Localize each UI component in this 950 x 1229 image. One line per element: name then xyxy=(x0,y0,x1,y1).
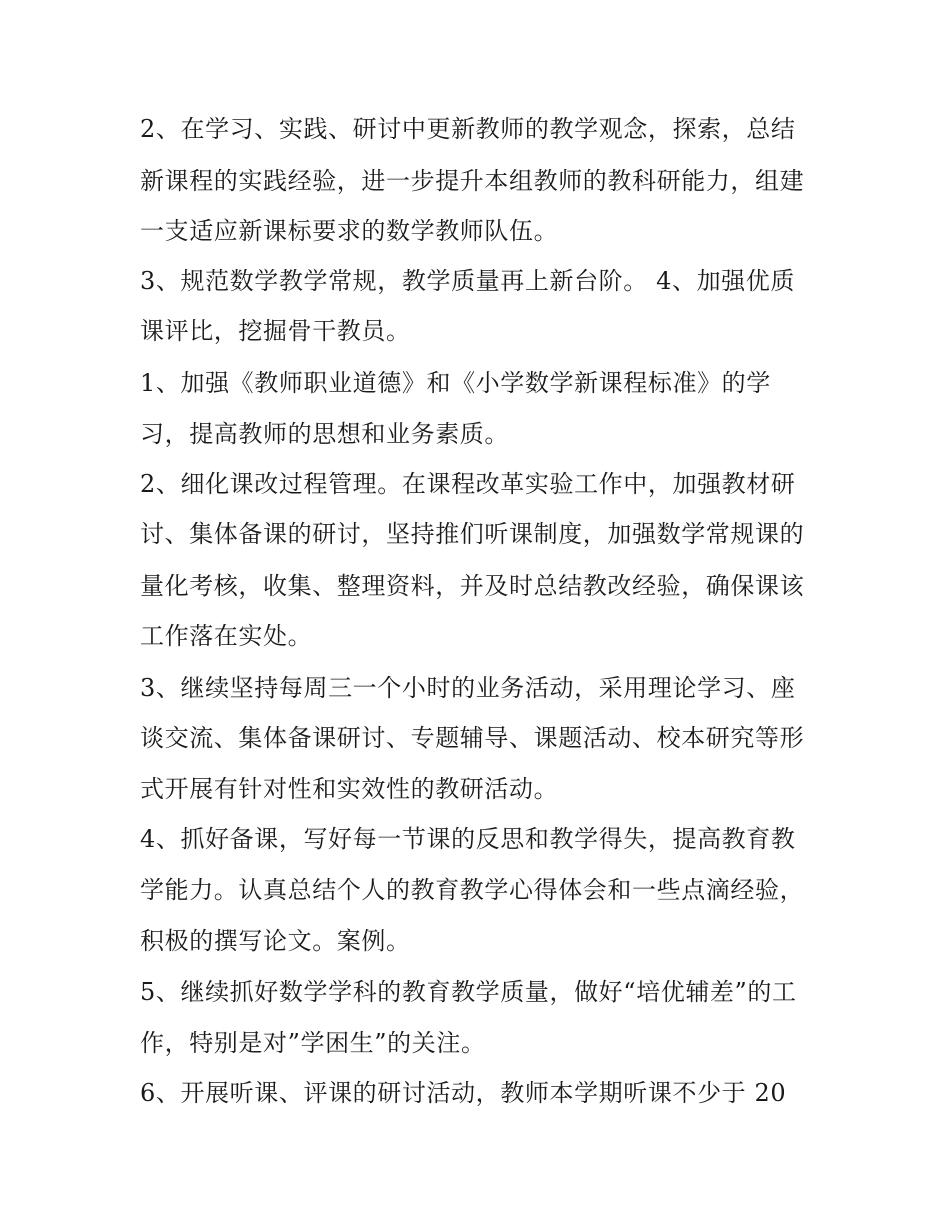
text-line: 2、在学习、实践、研讨中更新教师的教学观念，探索，总结 xyxy=(140,115,796,143)
text-line: 一支适应新课标要求的数学教师队伍。 xyxy=(140,217,559,245)
text-line: 2、细化课改过程管理。在课程改革实验工作中，加强教材研 xyxy=(140,470,796,498)
text-line: 新课程的实践经验，进一步提升本组教师的教科研能力，组建 xyxy=(140,167,805,195)
text-line: 积极的撰写论文。案例。 xyxy=(140,927,411,955)
text-line: 3、规范数学教学常规，教学质量再上新台阶。 4、加强优质 xyxy=(140,267,795,295)
text-line: 作，特别是对”学困生”的关注。 xyxy=(140,1029,486,1057)
text-line: 量化考核，收集、整理资料，并及时总结教改经验，确保课该 xyxy=(140,572,805,600)
text-line: 1、加强《教师职业道德》和《小学数学新课程标准》的学 xyxy=(140,369,771,397)
text-line: 5、继续抓好数学学科的教育教学质量，做好“培优辅差”的工 xyxy=(140,978,797,1006)
text-line: 学能力。认真总结个人的教育教学心得体会和一些点滴经验， xyxy=(140,876,805,904)
text-line: 工作落在实处。 xyxy=(140,622,313,650)
text-line: 3、继续坚持每周三一个小时的业务活动，采用理论学习、座 xyxy=(140,674,796,702)
text-line: 式开展有针对性和实效性的教研活动。 xyxy=(140,775,559,803)
text-line: 讨、集体备课的研讨，坚持推们听课制度，加强数学常规课的 xyxy=(140,520,805,548)
text-line: 习，提高教师的思想和业务素质。 xyxy=(140,420,509,448)
text-line: 6、开展听课、评课的研讨活动，教师本学期听课不少于 20 xyxy=(140,1079,787,1107)
text-line: 课评比，挖掘骨干教员。 xyxy=(140,317,411,345)
text-line: 谈交流、集体备课研讨、专题辅导、课题活动、校本研究等形 xyxy=(140,724,805,752)
text-line: 4、抓好备课，写好每一节课的反思和教学得失，提高教育教 xyxy=(140,825,796,853)
